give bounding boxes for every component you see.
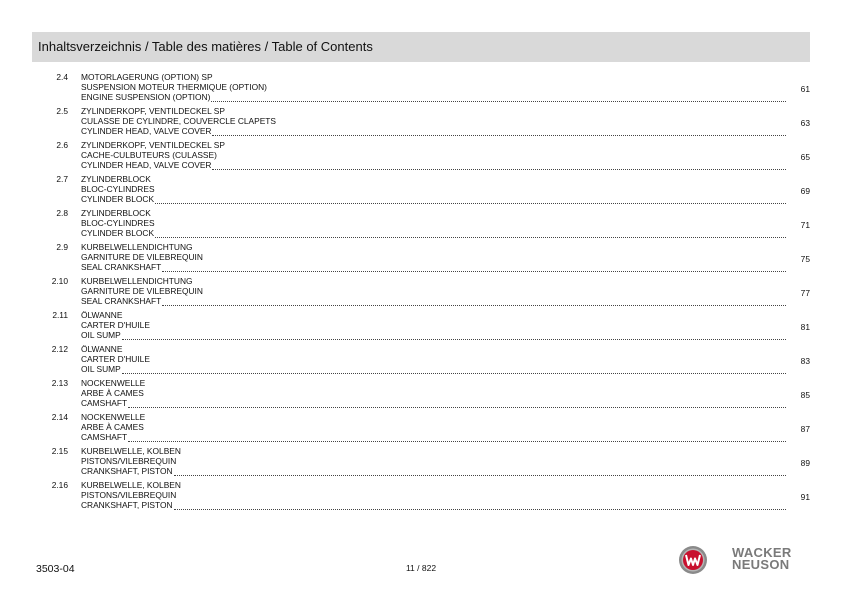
toc-entry-number: 2.4	[56, 72, 68, 82]
wacker-neuson-logo	[678, 545, 808, 575]
toc-entry-title-text: SEAL CRANKSHAFT	[81, 296, 162, 306]
toc-entry-page-number: 71	[800, 220, 810, 230]
toc-entry-title-line	[81, 364, 786, 374]
toc-entry-page-number: 69	[800, 186, 810, 196]
toc-entry-title-line	[81, 194, 786, 204]
toc-entry-page-number: 65	[800, 152, 810, 162]
toc-entry-page-number: 81	[800, 322, 810, 332]
toc-entry-title-line	[81, 262, 786, 272]
toc-entry-title-line	[81, 330, 786, 340]
toc-entry-title-line: NOCKENWELLE	[81, 378, 146, 388]
toc-entry-title-line	[81, 466, 786, 476]
logo-wordmark	[732, 547, 792, 571]
toc-entry-title-line: SUSPENSION MOTEUR THERMIQUE (OPTION)	[81, 82, 267, 92]
toc-entry-title-line	[81, 500, 786, 510]
toc-entry[interactable]	[32, 106, 810, 140]
toc-entry[interactable]	[32, 276, 810, 310]
toc-entry-title-line: KURBELWELLE, KOLBEN	[81, 446, 181, 456]
dot-leader	[122, 366, 786, 374]
dot-leader	[212, 162, 786, 170]
page-indicator: 11 / 822	[405, 563, 437, 573]
page-title: Inhaltsverzeichnis / Table des matières / Table of Contents	[38, 39, 373, 54]
toc-entry-number: 2.5	[56, 106, 68, 116]
toc-entry-title-line: ARBE À CAMES	[81, 388, 144, 398]
toc-entry-title-text: CAMSHAFT	[81, 432, 128, 442]
toc-entry-number: 2.8	[56, 208, 68, 218]
toc-entry-title-line: ÖLWANNE	[81, 310, 123, 320]
dot-leader	[162, 264, 786, 272]
toc-entry-title-line: BLOC-CYLINDRES	[81, 218, 155, 228]
toc-entry-title-line: CACHE-CULBUTEURS (CULASSE)	[81, 150, 217, 160]
toc-entry-title-line: BLOC-CYLINDRES	[81, 184, 155, 194]
toc-entry-titles	[81, 378, 786, 408]
toc-entry-titles	[81, 140, 786, 170]
toc-entry-page-number: 75	[800, 254, 810, 264]
toc-entry[interactable]	[32, 310, 810, 344]
toc-entry-page-number: 77	[800, 288, 810, 298]
toc-entry-number: 2.15	[51, 446, 68, 456]
toc-entry-title-line: PISTONS/VILEBREQUIN	[81, 456, 177, 466]
toc-entry-title-line: ZYLINDERBLOCK	[81, 208, 151, 218]
toc-entry-title-text: CYLINDER HEAD, VALVE COVER	[81, 126, 212, 136]
toc-entry-title-line: MOTORLAGERUNG (OPTION) SP	[81, 72, 213, 82]
toc-entry-title-line: NOCKENWELLE	[81, 412, 146, 422]
toc-entry-title-line: ARBE À CAMES	[81, 422, 144, 432]
dot-leader	[155, 230, 786, 238]
toc-entry-title-text: OIL SUMP	[81, 330, 121, 340]
toc-entry-title-line: ZYLINDERKOPF, VENTILDECKEL SP	[81, 140, 225, 150]
toc-entry[interactable]	[32, 72, 810, 106]
toc-entry[interactable]	[32, 480, 810, 514]
toc-entry-title-line: GARNITURE DE VILEBREQUIN	[81, 252, 203, 262]
toc-entry-titles	[81, 208, 786, 238]
toc-entry-number: 2.9	[56, 242, 68, 252]
toc-entry-title-line: ZYLINDERBLOCK	[81, 174, 151, 184]
toc-entry[interactable]	[32, 378, 810, 412]
toc-entry-page-number: 87	[800, 424, 810, 434]
dot-leader	[174, 468, 786, 476]
toc-entry-title-text: CYLINDER BLOCK	[81, 228, 155, 238]
toc-entry-titles	[81, 412, 786, 442]
dot-leader	[174, 502, 786, 510]
dot-leader	[128, 400, 786, 408]
toc-entry-title-text: CYLINDER BLOCK	[81, 194, 155, 204]
toc-entry[interactable]	[32, 174, 810, 208]
toc-entry-title-text: OIL SUMP	[81, 364, 121, 374]
toc-entry-page-number: 63	[800, 118, 810, 128]
toc-entry-page-number: 91	[800, 492, 810, 502]
toc-entry-titles	[81, 344, 786, 374]
toc-entry-titles	[81, 310, 786, 340]
toc-entry-titles	[81, 174, 786, 204]
toc-entry-number: 2.14	[51, 412, 68, 422]
dot-leader	[122, 332, 786, 340]
toc-entry-title-text: CAMSHAFT	[81, 398, 128, 408]
toc-entry-title-line	[81, 160, 786, 170]
dot-leader	[212, 128, 786, 136]
toc-entry-title-line	[81, 92, 786, 102]
toc-entry-title-line: KURBELWELLENDICHTUNG	[81, 276, 193, 286]
toc-entry-title-line: CULASSE DE CYLINDRE, COUVERCLE CLAPETS	[81, 116, 277, 126]
toc-entry-title-line: CARTER D'HUILE	[81, 354, 150, 364]
toc-entry[interactable]	[32, 446, 810, 480]
toc-entry-number: 2.12	[51, 344, 68, 354]
toc-entry[interactable]	[32, 344, 810, 378]
toc-entry-titles	[81, 480, 786, 510]
toc-entry-title-line	[81, 126, 786, 136]
toc-entry-number: 2.11	[52, 310, 68, 320]
toc-entry-titles	[81, 276, 786, 306]
toc-entry-titles	[81, 106, 786, 136]
toc-entry[interactable]	[32, 412, 810, 446]
toc-entry-title-text: CRANKSHAFT, PISTON	[81, 500, 173, 510]
toc-entry[interactable]	[32, 242, 810, 276]
table-of-contents	[32, 72, 810, 514]
toc-entry-page-number: 89	[800, 458, 810, 468]
toc-entry-number: 2.7	[56, 174, 68, 184]
dot-leader	[211, 94, 786, 102]
toc-entry-title-text: CRANKSHAFT, PISTON	[81, 466, 173, 476]
toc-entry-title-text: CYLINDER HEAD, VALVE COVER	[81, 160, 212, 170]
logo-line-2: NEUSON	[732, 557, 790, 572]
toc-entry-title-line	[81, 398, 786, 408]
toc-entry-title-line: PISTONS/VILEBREQUIN	[81, 490, 177, 500]
toc-entry[interactable]	[32, 140, 810, 174]
toc-entry-title-line: CARTER D'HUILE	[81, 320, 150, 330]
toc-entry[interactable]	[32, 208, 810, 242]
document-number: 3503-04	[36, 563, 75, 575]
toc-entry-page-number: 85	[800, 390, 810, 400]
toc-entry-title-line: KURBELWELLE, KOLBEN	[81, 480, 181, 490]
toc-entry-number: 2.10	[51, 276, 68, 286]
toc-entry-title-line: GARNITURE DE VILEBREQUIN	[81, 286, 203, 296]
toc-entry-title-line	[81, 296, 786, 306]
toc-entry-title-line: KURBELWELLENDICHTUNG	[81, 242, 193, 252]
dot-leader	[128, 434, 786, 442]
toc-entry-titles	[81, 446, 786, 476]
toc-entry-page-number: 83	[800, 356, 810, 366]
toc-entry-number: 2.16	[51, 480, 68, 490]
header-bar	[32, 32, 810, 62]
toc-entry-page-number: 61	[800, 84, 810, 94]
toc-entry-titles	[81, 72, 786, 102]
toc-entry-title-line: ÖLWANNE	[81, 344, 123, 354]
dot-leader	[155, 196, 786, 204]
logo-line-1: WACKER	[732, 545, 792, 560]
toc-entry-number: 2.6	[56, 140, 68, 150]
toc-entry-title-line: ZYLINDERKOPF, VENTILDECKEL SP	[81, 106, 225, 116]
toc-entry-titles	[81, 242, 786, 272]
toc-entry-title-text: ENGINE SUSPENSION (OPTION)	[81, 92, 211, 102]
toc-entry-title-line	[81, 228, 786, 238]
dot-leader	[162, 298, 786, 306]
wacker-neuson-w-icon	[678, 545, 708, 575]
toc-entry-title-line	[81, 432, 786, 442]
toc-entry-title-text: SEAL CRANKSHAFT	[81, 262, 162, 272]
toc-entry-number: 2.13	[51, 378, 68, 388]
